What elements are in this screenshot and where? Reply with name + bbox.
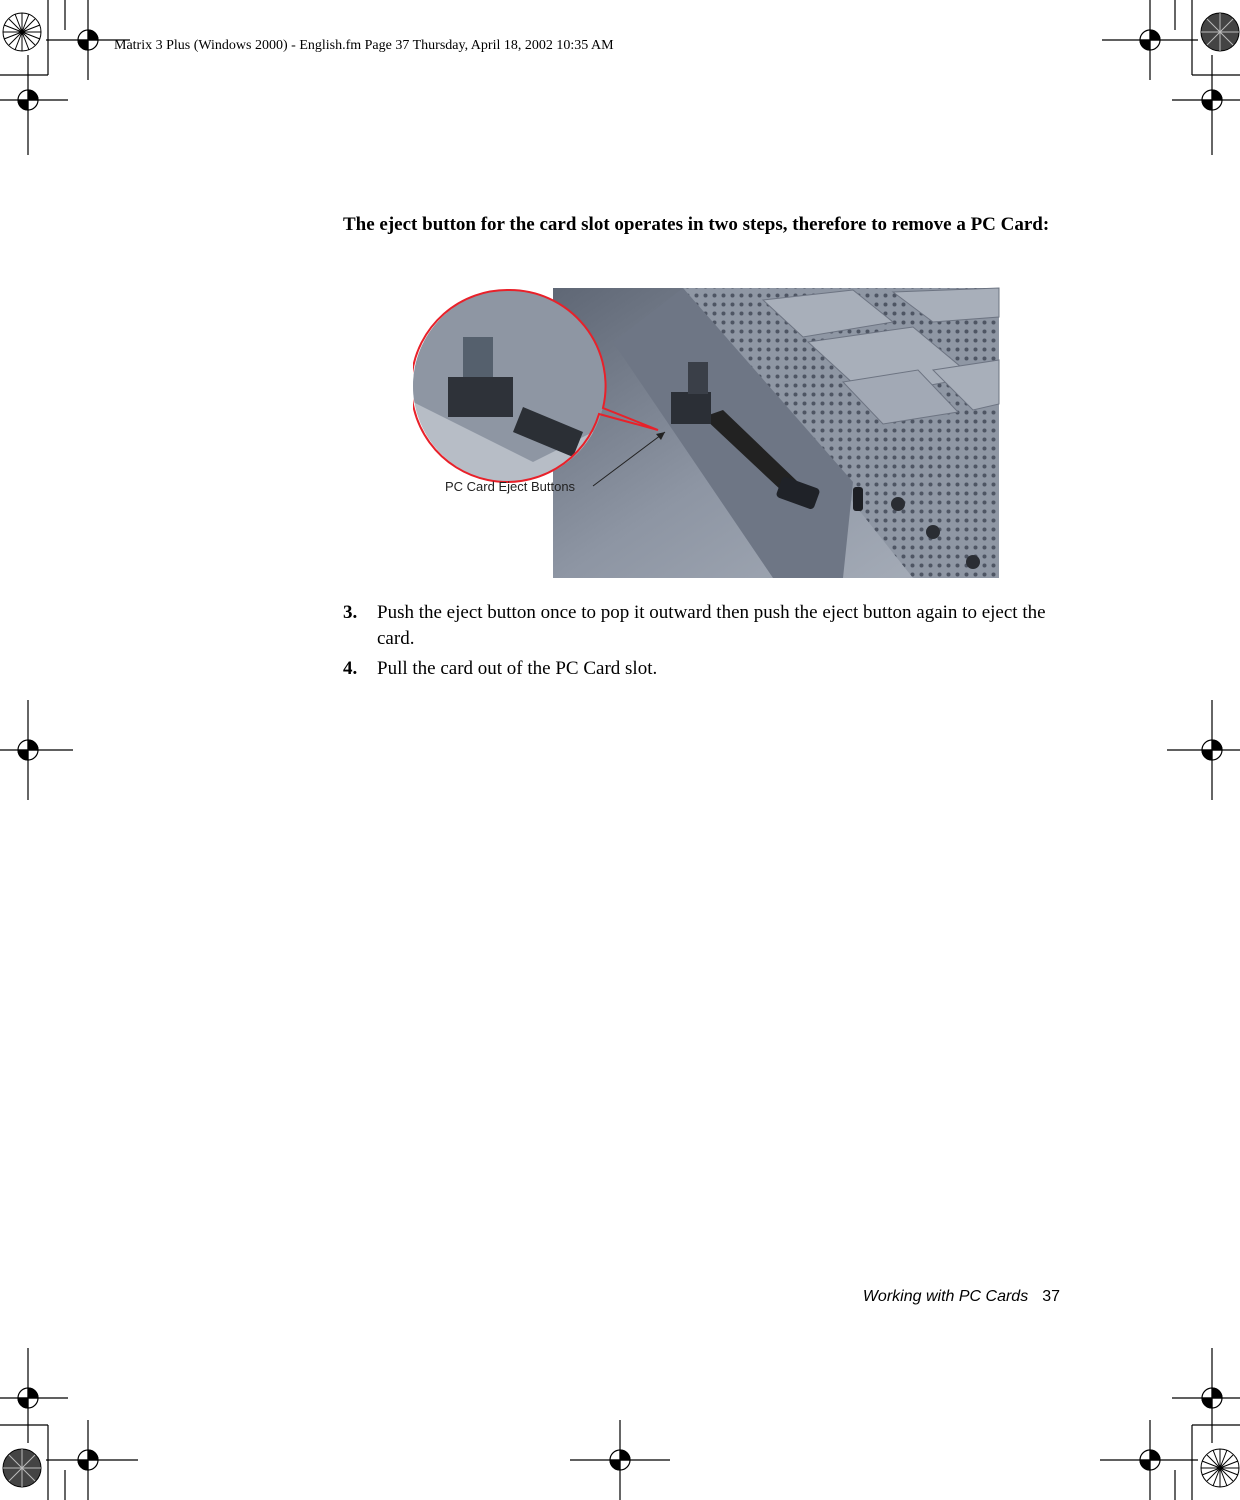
footer-title: Working with PC Cards	[862, 1288, 1029, 1305]
step-number: 3.	[343, 602, 358, 623]
figure-label: PC Card Eject Buttons	[445, 479, 576, 494]
step-text: Pull the card out of the PC Card slot.	[377, 658, 658, 679]
page-number: 37	[1042, 1288, 1060, 1305]
lead-paragraph: The eject button for the card slot operates in two steps, therefore to remove a PC Card:	[343, 214, 1050, 235]
page-footer	[863, 1288, 1060, 1306]
laptop-photo	[553, 288, 999, 578]
step-number: 4.	[343, 658, 358, 679]
step-text: Push the eject button once to pop it outward then push the eject button again to eject the card.	[377, 602, 1046, 649]
pc-card-slot-photo	[413, 282, 1001, 580]
print-header-slug: Matrix 3 Plus (Windows 2000) - English.fm Page 37 Thursday, April 18, 2002 10:35 AM	[114, 38, 614, 53]
